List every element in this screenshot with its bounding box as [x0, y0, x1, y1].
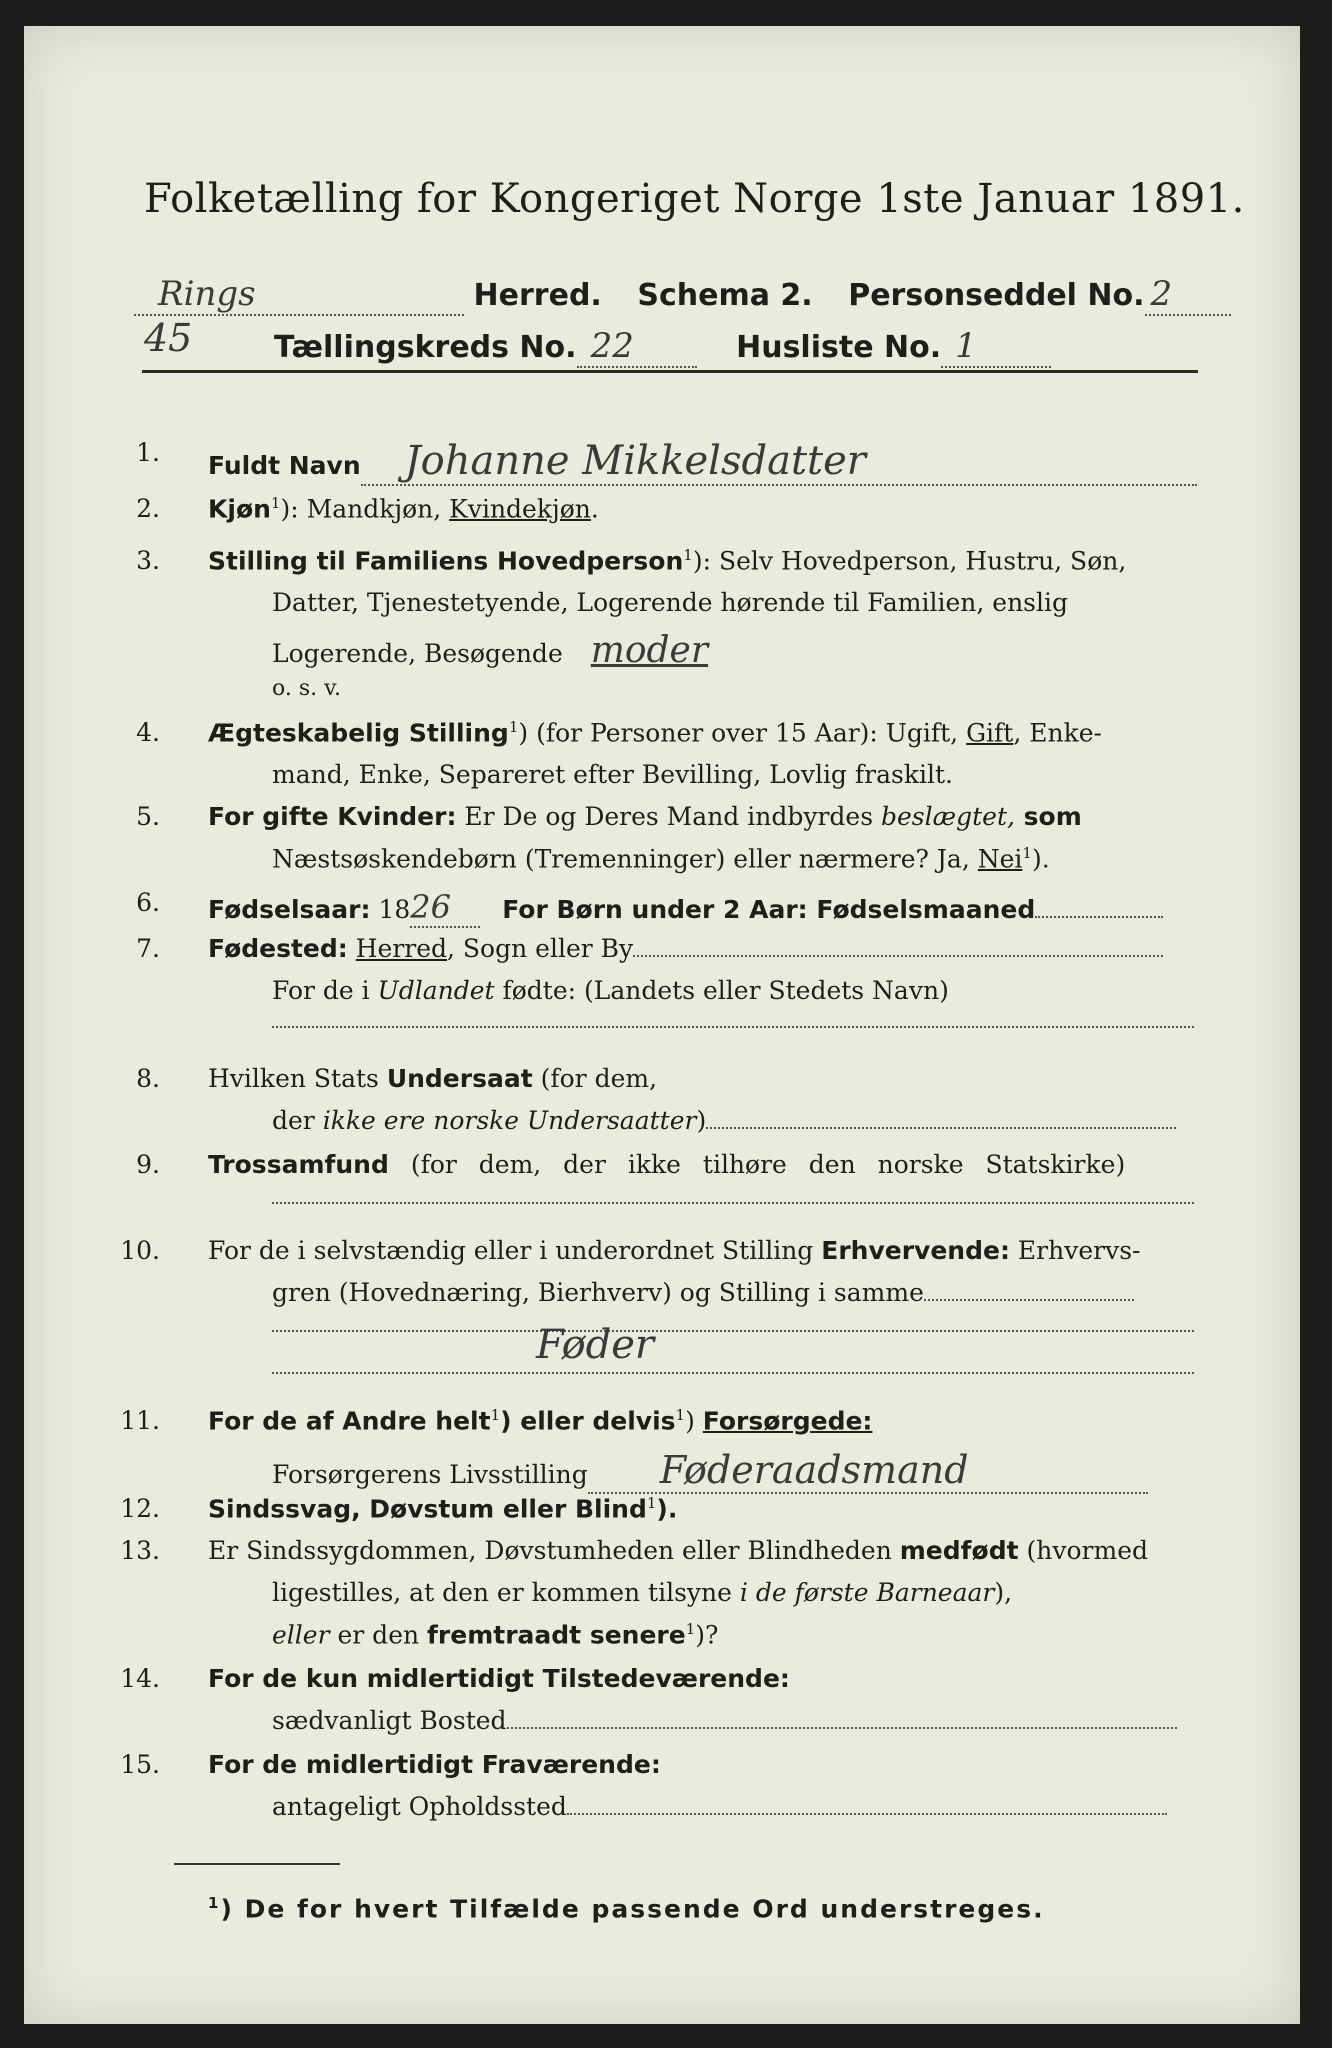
- item-13-line-2: [272, 1578, 1012, 1607]
- item-13-line-1: [208, 1536, 1148, 1565]
- item-5-line-1: [208, 802, 1082, 831]
- item-13-line-1-a: Er Sindssygdommen, Døvstumheden eller Blindheden: [208, 1536, 900, 1565]
- item-14-line-2: [272, 1706, 1177, 1735]
- census-form: [24, 26, 1300, 2024]
- item-8-number: 8.: [136, 1064, 160, 1093]
- item-3-line-4: o. s. v.: [272, 676, 341, 701]
- item-13-line-3-d: )?: [695, 1620, 719, 1650]
- item-7-label: Fødested:: [208, 934, 348, 963]
- item-8-line-2: [272, 1106, 1176, 1135]
- item-14-line-1: For de kun midlertidigt Tilstedeværende:: [208, 1664, 790, 1693]
- header-rule: [142, 370, 1198, 373]
- item-2: [208, 494, 599, 523]
- husliste-label: Husliste No.: [736, 330, 942, 365]
- item-5-line-2-a: Næstsøskendebørn (Tremenninger) eller nærmere? Ja,: [272, 844, 978, 874]
- item-14-line-2-text: sædvanligt Bosted: [272, 1706, 507, 1735]
- item-13-eller: eller: [272, 1620, 330, 1650]
- item-8-ikke-norske: ikke ere norske Undersaatter: [322, 1106, 697, 1135]
- footnote-rule: [174, 1863, 340, 1865]
- item-4-line-2: mand, Enke, Separeret efter Bevilling, Lovlig fraskilt.: [272, 760, 953, 789]
- kreds-line: [274, 326, 1051, 368]
- item-13-fremtraadt: fremtraadt senere: [427, 1620, 686, 1650]
- item-10-value-line: [272, 1372, 1194, 1374]
- item-7-blank-line: [272, 1026, 1194, 1028]
- item-15-line-2: [272, 1792, 1167, 1821]
- item-5-line-1-a: Er De og Deres Mand indbyrdes: [464, 802, 881, 831]
- item-8-line-1-a: Hvilken Stats: [208, 1064, 387, 1093]
- item-13-medfodt: medfødt: [899, 1536, 1019, 1565]
- item-3-line-3: [272, 630, 708, 671]
- footnote: [208, 1894, 1045, 1923]
- item-11-line-1-c: ): [685, 1406, 703, 1436]
- item-11-line-2: [272, 1448, 1148, 1494]
- item-3-line-1-rest: ): Selv Hovedperson, Hustru, Søn,: [692, 546, 1127, 576]
- item-8-undersaat: Undersaat: [386, 1064, 533, 1093]
- item-8-field: [706, 1127, 1176, 1129]
- item-3-number: 3.: [136, 546, 160, 575]
- item-7-field: [633, 955, 1163, 957]
- item-13-line-3: eller er den fremtraadt senere$^1$)?: [272, 1620, 719, 1650]
- item-9-label: Trossamfund: [208, 1150, 389, 1179]
- item-13-line-3-b: er den: [329, 1620, 428, 1650]
- item-2-label: Kjøn: [208, 494, 271, 524]
- item-13-number: 13.: [120, 1536, 160, 1565]
- item-10-line-1-c: Erhvervs-: [1009, 1236, 1141, 1265]
- item-10-value: Føder: [536, 1322, 655, 1368]
- item-7-udlandet: Udlandet: [377, 976, 495, 1005]
- item-4-gift: Gift: [966, 718, 1014, 748]
- item-6-rest: For Børn under 2 Aar: Fødselsmaaned: [502, 895, 1036, 924]
- item-3-label: Stilling til Familiens Hovedperson: [208, 546, 684, 576]
- item-10-line-2-text: gren (Hovednæring, Bierhverv) og Stilling i samme: [272, 1278, 924, 1307]
- item-5-line-2: Næstsøskendebørn (Tremenninger) eller nærmere? Ja, Nei$^1$).: [272, 844, 1050, 874]
- item-2-kvindekjon: Kvindekjøn: [449, 494, 591, 524]
- item-1-value: Johanne Mikkelsdatter: [361, 438, 1197, 486]
- item-9-rest: (for dem, der ikke tilhøre den norske Statskirke): [410, 1150, 1126, 1179]
- item-5-label: For gifte Kvinder:: [208, 802, 457, 831]
- item-2-text-c: .: [590, 494, 599, 524]
- item-7-number: 7.: [136, 934, 160, 963]
- item-4-line-1: Ægteskabelig Stilling$^1$) (for Personer over 15 Aar): Ugift, Gift, Enke-: [208, 718, 1102, 748]
- item-13-line-2-a: ligestilles, at den er kommen tilsyne: [272, 1578, 740, 1607]
- item-10-number: 10.: [120, 1236, 160, 1265]
- item-10-line-1: [208, 1236, 1140, 1265]
- item-6-value: 26: [410, 888, 480, 928]
- item-7-line-1: [208, 934, 1163, 963]
- item-3-line-3-text: Logerende, Besøgende: [272, 639, 563, 668]
- item-4-number: 4.: [136, 718, 160, 747]
- item-15-number: 15.: [120, 1750, 160, 1779]
- husliste-value: 1: [941, 326, 1051, 368]
- item-2-number: 2.: [136, 494, 160, 523]
- item-11-value: Føderaadsmand: [588, 1448, 1148, 1494]
- item-11-forsorgede: Forsørgede:: [702, 1406, 873, 1436]
- item-3-line-1: Stilling til Familiens Hovedperson$^1$): Selv Hovedperson, Hustru, Søn,: [208, 546, 1127, 576]
- item-9-blank-line: [272, 1202, 1194, 1204]
- item-12-end: ).: [656, 1494, 678, 1524]
- item-13-barneaar: i de første Barneaar: [739, 1578, 995, 1607]
- item-12-number: 12.: [120, 1494, 160, 1523]
- item-6-number: 6.: [136, 888, 160, 917]
- item-13-line-1-c: (hvormed: [1018, 1536, 1148, 1565]
- item-10-erhvervende: Erhvervende:: [821, 1236, 1010, 1265]
- item-13-line-2-c: ),: [994, 1578, 1013, 1607]
- item-12-text: Sindssvag, Døvstum eller Blind: [208, 1494, 647, 1524]
- herred-value: Rings: [134, 274, 464, 316]
- item-10-line-1-a: For de i selvstændig eller i underordnet Stilling: [208, 1236, 822, 1265]
- item-1: [208, 438, 1197, 486]
- item-15-line-2-text: antageligt Opholdssted: [272, 1792, 567, 1821]
- item-3-line-2: Datter, Tjenestetyende, Logerende hørende til Familien, enslig: [272, 588, 1069, 617]
- item-8-line-1-c: (for dem,: [532, 1064, 658, 1093]
- item-4-line-1-a: ) (for Personer over 15 Aar): Ugift,: [518, 718, 967, 748]
- item-10-field-1: [924, 1299, 1134, 1301]
- item-6-month-field: [1035, 916, 1163, 918]
- item-9: [208, 1150, 1125, 1179]
- item-5-beslaegtet: beslægtet,: [881, 802, 1015, 831]
- item-3-value: moder: [590, 630, 709, 671]
- item-8-line-2-c: ): [696, 1106, 707, 1135]
- form-title: Folketælling for Kongeriget Norge 1ste Januar 1891.: [144, 176, 1245, 222]
- item-11-line-1-a: For de af Andre helt: [208, 1406, 491, 1436]
- item-1-label: Fuldt Navn: [208, 451, 361, 480]
- margin-number: 45: [144, 316, 193, 360]
- item-7-herred: Herred: [355, 934, 448, 963]
- item-4-label: Ægteskabelig Stilling: [208, 718, 509, 748]
- item-14-field: [507, 1727, 1177, 1729]
- item-6-prefix: 18: [378, 895, 411, 924]
- item-5-line-1-c: som: [1014, 802, 1082, 831]
- item-11-line-2-text: Forsørgerens Livsstilling: [272, 1460, 588, 1489]
- item-6-label: Fødselsaar:: [208, 895, 371, 924]
- item-11-number: 11.: [120, 1406, 160, 1435]
- schema-label: Schema 2.: [637, 278, 813, 313]
- item-9-number: 9.: [136, 1150, 160, 1179]
- item-2-sup: 1: [270, 494, 281, 512]
- item-10-line-2: [272, 1278, 1134, 1307]
- herred-label: Herred.: [473, 278, 602, 313]
- item-4-line-1-c: , Enke-: [1013, 718, 1102, 748]
- item-7-line-2-c: fødte: (Landets eller Stedets Navn): [494, 976, 949, 1005]
- item-1-number: 1.: [136, 438, 160, 467]
- kreds-value: 22: [577, 326, 697, 368]
- item-11-line-1: For de af Andre helt$^1$) eller delvis$^1$) Forsørgede:: [208, 1406, 873, 1436]
- personseddel-label: Personseddel No.: [848, 278, 1145, 313]
- item-5-nei: Nei: [977, 844, 1023, 874]
- item-6: [208, 888, 1163, 928]
- item-2-text-a: ): Mandkjøn,: [280, 494, 450, 524]
- item-15-line-1: For de midlertidigt Fraværende:: [208, 1750, 661, 1779]
- item-12: Sindssvag, Døvstum eller Blind$^1$).: [208, 1494, 678, 1524]
- item-7-line-2: [272, 976, 949, 1005]
- item-10-blank-line: [272, 1330, 1194, 1332]
- item-8-line-1: [208, 1064, 657, 1093]
- kreds-label: Tællingskreds No.: [274, 330, 577, 365]
- footnote-text: ) De for hvert Tilfælde passende Ord understreges.: [220, 1894, 1045, 1924]
- item-15-field: [567, 1813, 1167, 1815]
- item-11-line-1-b: ) eller delvis: [500, 1406, 676, 1436]
- personseddel-value: 2: [1145, 274, 1231, 316]
- item-5-number: 5.: [136, 802, 160, 831]
- item-5-line-2-c: ).: [1031, 844, 1050, 874]
- footnote-sup: 1: [208, 1894, 221, 1912]
- item-8-line-2-a: der: [272, 1106, 323, 1135]
- item-14-number: 14.: [120, 1664, 160, 1693]
- herred-line: [134, 274, 1231, 316]
- item-7-line-2-a: For de i: [272, 976, 378, 1005]
- item-7-line-1-b: , Sogn eller By: [447, 934, 634, 963]
